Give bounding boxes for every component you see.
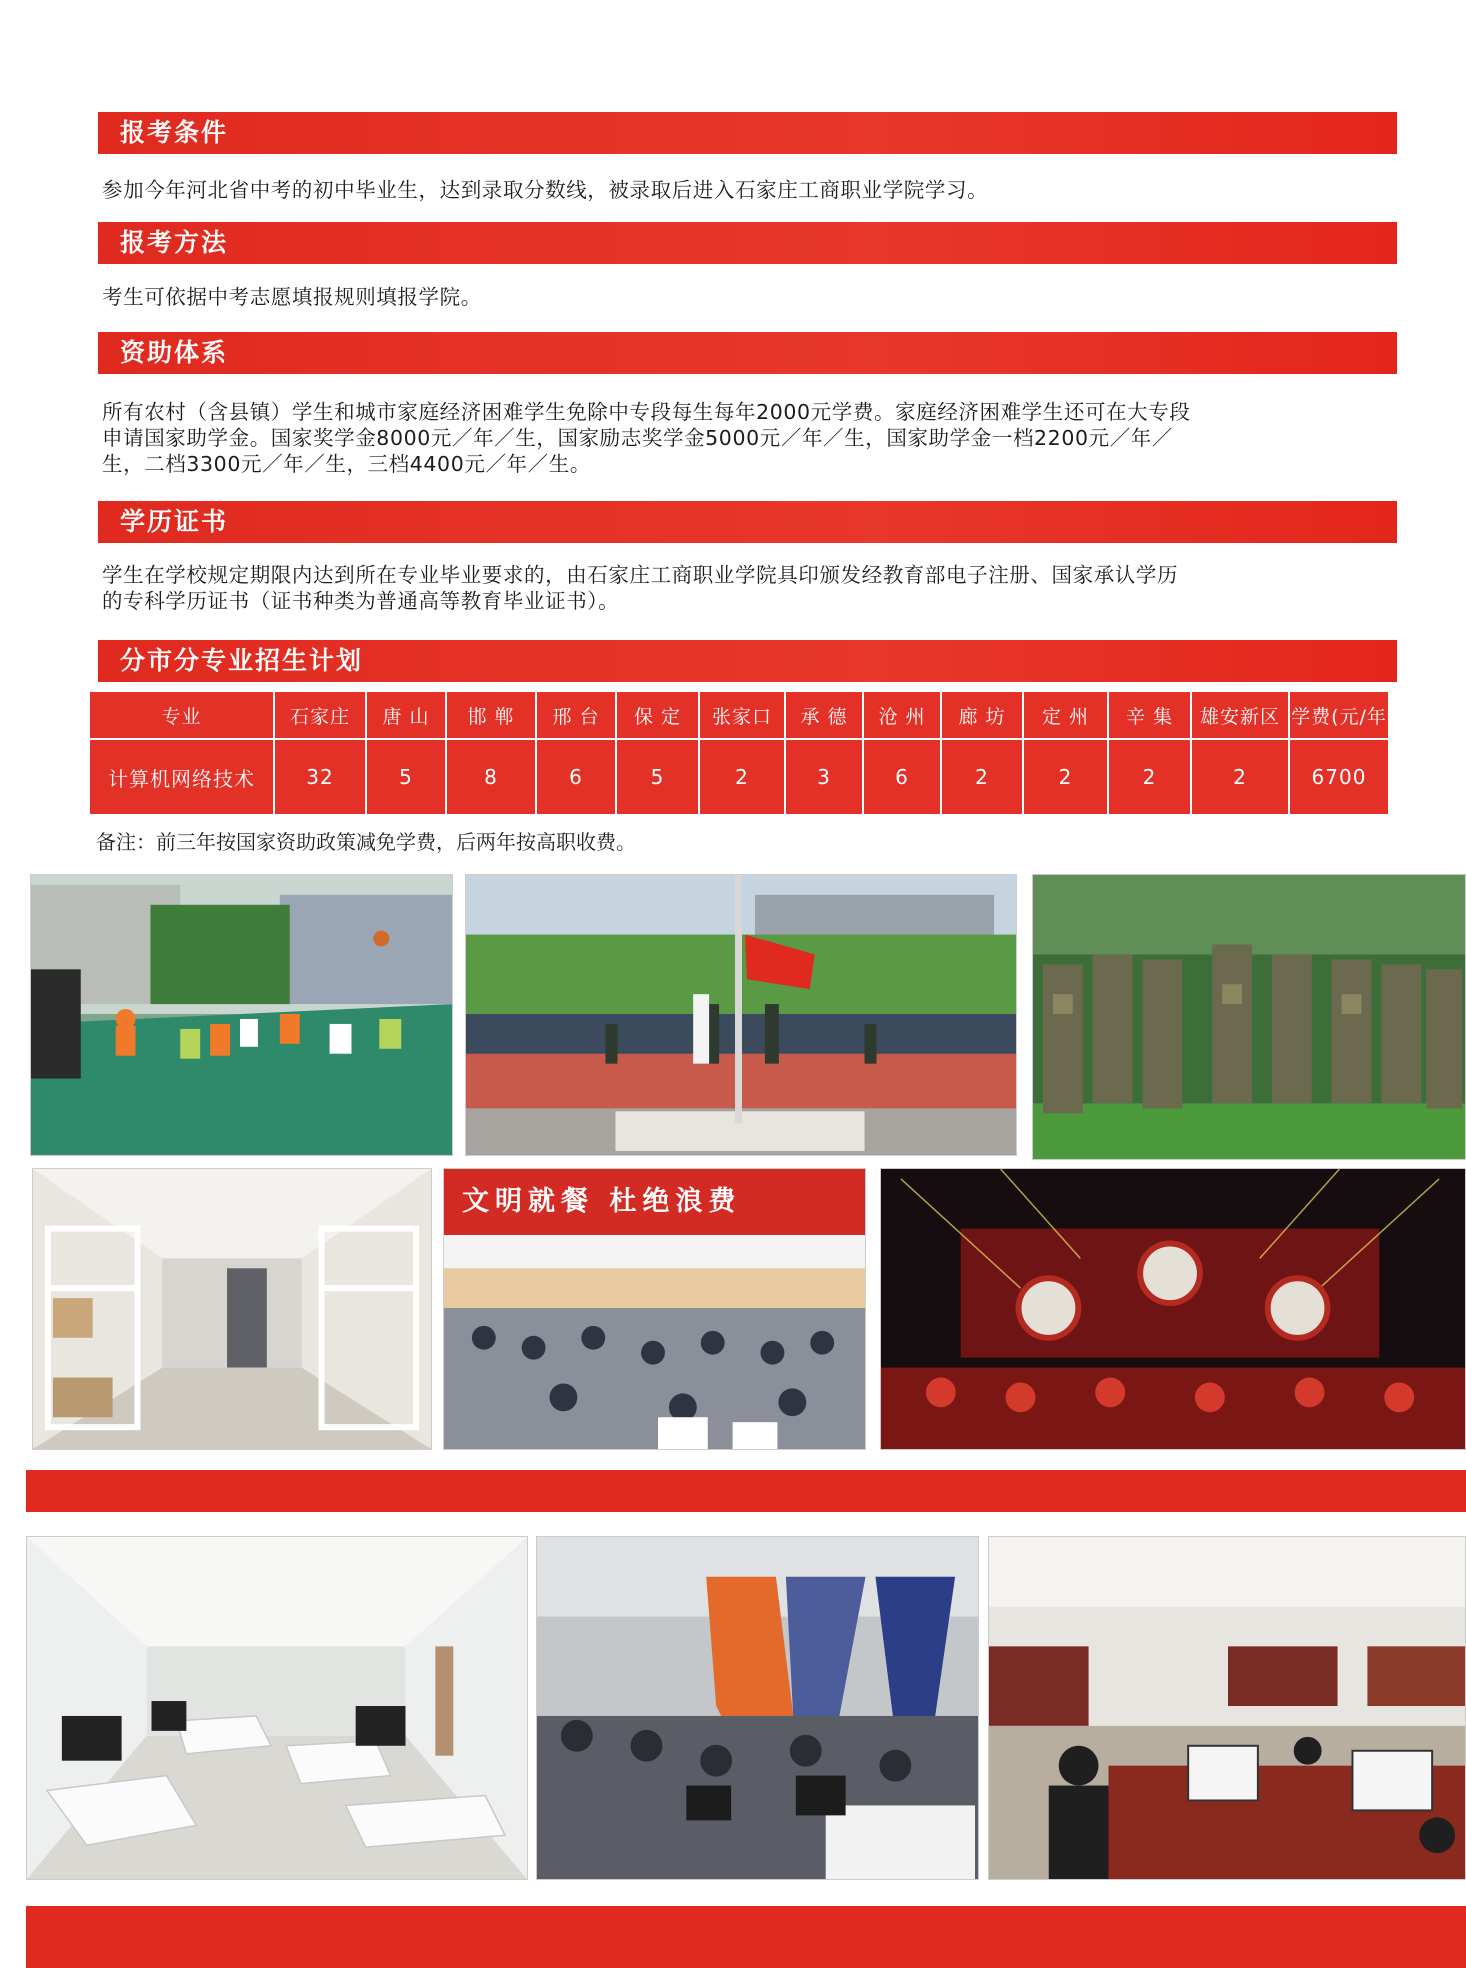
section-text-conditions — [102, 177, 1398, 203]
table-header-row — [89, 691, 1389, 739]
photo-basketball — [30, 874, 453, 1156]
column-header: 学费(元/年 — [1289, 691, 1389, 739]
photo-military-training — [1032, 874, 1466, 1160]
table-note: 备注：前三年按国家资助政策减免学费，后两年按高职收费。 — [96, 830, 636, 854]
paragraph-line: 所有农村（含县镇）学生和城市家庭经济困难学生免除中专段每生每年2000元学费。家庭经济困难学生还可在大专段 — [102, 400, 1191, 424]
photo-dormitory — [32, 1168, 432, 1450]
section-text-aid — [102, 399, 1398, 477]
enrollment-table — [88, 690, 1388, 814]
table-cell: 2 — [699, 739, 785, 815]
section-title-conditions: 报考条件 — [98, 112, 1397, 154]
table-cell: 计算机网络技术 — [89, 739, 274, 815]
table-row — [89, 739, 1389, 815]
section-title-enrollment-plan: 分市分专业招生计划 — [98, 640, 1397, 682]
section-title-method: 报考方法 — [98, 222, 1397, 264]
photo-library — [988, 1536, 1466, 1880]
column-header: 邯 郸 — [446, 691, 536, 739]
column-header: 邢 台 — [536, 691, 616, 739]
photo-canteen — [443, 1168, 866, 1450]
paragraph-line: 考生可依据中考志愿填报规则填报学院。 — [102, 285, 482, 309]
table-cell: 2 — [1191, 739, 1289, 815]
section-title-aid: 资助体系 — [98, 332, 1397, 374]
column-header: 专业 — [89, 691, 274, 739]
column-header: 石家庄 — [274, 691, 366, 739]
paragraph-line: 生，二档3300元／年／生，三档4400元／年／生。 — [102, 452, 591, 476]
column-header: 廊 坊 — [941, 691, 1023, 739]
table-cell: 2 — [1023, 739, 1108, 815]
table-cell: 2 — [941, 739, 1023, 815]
column-header: 沧 州 — [863, 691, 941, 739]
table-cell: 5 — [616, 739, 699, 815]
photo-computer-lab — [536, 1536, 979, 1880]
section-text-method — [102, 284, 1398, 310]
section-title-certificate: 学历证书 — [98, 501, 1397, 543]
table-cell: 8 — [446, 739, 536, 815]
column-header: 保 定 — [616, 691, 699, 739]
paragraph-line: 的专科学历证书（证书种类为普通高等教育毕业证书）。 — [102, 589, 620, 613]
decorative-red-band-bottom — [26, 1906, 1466, 1968]
photo-stage-performance — [880, 1168, 1466, 1450]
paragraph-line: 参加今年河北省中考的初中毕业生，达到录取分数线，被录取后进入石家庄工商职业学院学习。 — [102, 178, 989, 202]
table-cell: 2 — [1108, 739, 1191, 815]
canteen-slogan-banner: 文明就餐 杜绝浪费 — [444, 1169, 865, 1235]
photo-computer-classroom — [26, 1536, 528, 1880]
table-cell: 3 — [785, 739, 863, 815]
table-cell: 6 — [863, 739, 941, 815]
table-cell: 6700 — [1289, 739, 1389, 815]
photo-flag-ceremony — [465, 874, 1017, 1156]
column-header: 雄安新区 — [1191, 691, 1289, 739]
decorative-red-band — [26, 1470, 1466, 1512]
section-text-certificate — [102, 562, 1398, 614]
column-header: 定 州 — [1023, 691, 1108, 739]
table-cell: 6 — [536, 739, 616, 815]
table-cell: 5 — [366, 739, 446, 815]
column-header: 承 德 — [785, 691, 863, 739]
table-cell: 32 — [274, 739, 366, 815]
column-header: 唐 山 — [366, 691, 446, 739]
column-header: 辛 集 — [1108, 691, 1191, 739]
column-header: 张家口 — [699, 691, 785, 739]
paragraph-line: 申请国家助学金。国家奖学金8000元／年／生，国家励志奖学金5000元／年／生，国家助学金一档2200元／年／ — [102, 426, 1174, 450]
paragraph-line: 学生在学校规定期限内达到所在专业毕业要求的，由石家庄工商职业学院具印颁发经教育部电子注册、国家承认学历 — [102, 563, 1179, 587]
